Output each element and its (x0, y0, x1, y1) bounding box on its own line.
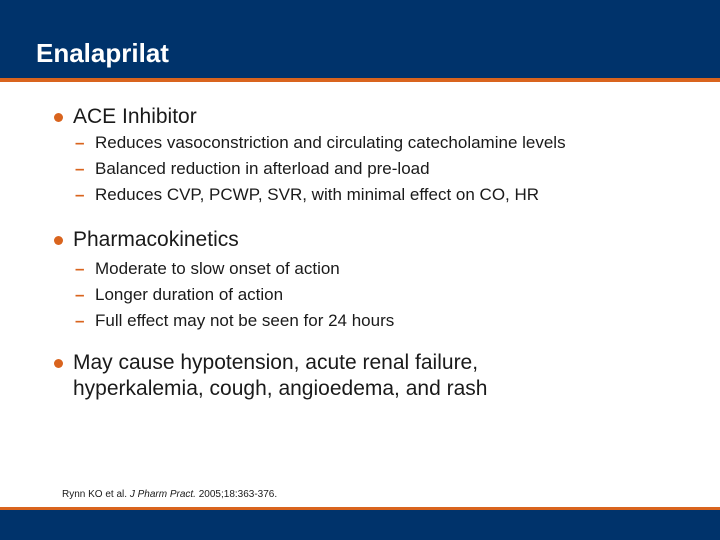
sub-item-text: Balanced reduction in afterload and pre-load (95, 159, 430, 178)
bullet-side-effects (54, 350, 574, 402)
bullet-ace-inhibitor (54, 104, 694, 130)
sub-item-text: Moderate to slow onset of action (95, 259, 340, 278)
citation-journal: J Pharm Pract. (129, 489, 196, 500)
slide-header (0, 0, 720, 78)
sub-item-text: Longer duration of action (95, 285, 284, 304)
dash-icon: – (75, 185, 85, 204)
citation (62, 489, 277, 500)
sub-list-pharmacokinetics (75, 256, 705, 334)
dash-icon: – (75, 285, 85, 304)
sub-list-ace-inhibitor (75, 130, 705, 208)
sub-item (75, 182, 705, 208)
bullet-pharmacokinetics (54, 227, 694, 253)
header-accent-line (0, 78, 720, 82)
dash-icon: – (75, 259, 85, 278)
bullet-text: Pharmacokinetics (73, 228, 239, 251)
citation-authors: Rynn KO et al. (62, 489, 130, 500)
sub-item-text: Reduces CVP, PCWP, SVR, with minimal effect on CO, HR (95, 185, 540, 204)
bullet-dot-icon (54, 359, 63, 368)
bullet-text: ACE Inhibitor (73, 105, 197, 128)
sub-item (75, 130, 705, 156)
sub-item-text: Reduces vasoconstriction and circulating catecholamine levels (95, 133, 566, 152)
slide-title: Enalaprilat (36, 38, 169, 68)
sub-item (75, 256, 705, 282)
dash-icon: – (75, 159, 85, 178)
slide-footer (0, 510, 720, 540)
sub-item (75, 156, 705, 182)
bullet-dot-icon (54, 236, 63, 245)
sub-item (75, 282, 705, 308)
sub-item (75, 308, 705, 334)
bullet-dot-icon (54, 113, 63, 122)
dash-icon: – (75, 133, 85, 152)
sub-item-text: Full effect may not be seen for 24 hours (95, 311, 395, 330)
bullet-text: May cause hypotension, acute renal failure, hyperkalemia, cough, angioedema, and rash (73, 351, 488, 400)
citation-details: 2005;18:363-376. (195, 489, 278, 500)
dash-icon: – (75, 311, 85, 330)
